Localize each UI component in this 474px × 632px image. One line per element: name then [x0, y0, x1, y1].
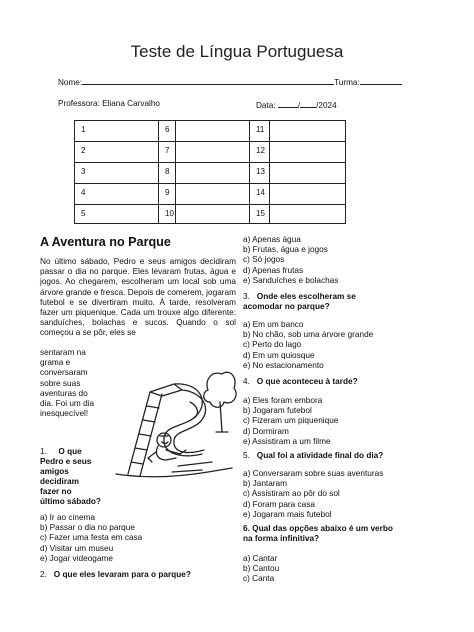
question-6 — [243, 524, 393, 545]
question-6-options — [243, 554, 279, 585]
answer-option[interactable]: b) No chão, sob uma árvore grande — [243, 330, 374, 340]
story-line: aventuras do — [40, 388, 88, 398]
question-text: na forma infinitiva? — [243, 534, 320, 544]
answer-option[interactable]: a) Cantar — [243, 554, 278, 563]
grid-number: 10 — [165, 209, 174, 218]
answer-option[interactable]: d) Em um quiosque — [243, 350, 315, 360]
question-1-options — [40, 513, 142, 564]
question-number: 1. — [40, 447, 47, 456]
grid-number: 13 — [256, 167, 265, 176]
question-1-line: Pedro e seus — [40, 457, 92, 466]
page-title: Teste de Língua Portuguesa — [130, 42, 344, 61]
grid-number: 8 — [165, 167, 170, 176]
grid-number: 14 — [256, 188, 265, 197]
question-4-options — [243, 396, 338, 447]
question-2-options — [243, 235, 338, 286]
story-title: A Aventura no Parque — [40, 235, 171, 249]
answer-option[interactable]: b) Jogaram futebol — [243, 406, 312, 416]
grid-number: 7 — [165, 146, 170, 155]
answer-option[interactable]: a) Conversaram sobre suas aventuras — [243, 469, 384, 478]
date-separator: / — [316, 101, 319, 110]
grid-number: 11 — [256, 125, 265, 134]
story-wrap-text — [40, 348, 120, 419]
question-5 — [243, 451, 383, 461]
story-line: grama e — [40, 358, 71, 368]
answer-option[interactable]: c) Fazer uma festa em casa — [40, 533, 143, 543]
story-line: inesquecível! — [40, 409, 89, 419]
date-year: 2024 — [318, 101, 337, 110]
grid-number: 4 — [81, 188, 86, 197]
grid-number: 2 — [81, 146, 86, 155]
answer-option[interactable]: a) Apenas água — [243, 235, 301, 244]
question-text: Qual foi a atividade final do dia? — [256, 451, 384, 460]
grid-number: 5 — [81, 209, 86, 218]
story-line: dia. Foi um dia — [40, 399, 95, 409]
answer-option[interactable]: c) Canta — [243, 574, 275, 584]
class-label: Turma: — [334, 78, 360, 87]
grid-number: 1 — [81, 125, 86, 134]
answer-option[interactable]: c) Fizeram um piquenique — [243, 416, 339, 426]
question-number: 5. — [243, 451, 250, 460]
answer-option[interactable]: d) Dormiram — [243, 426, 289, 436]
answer-option[interactable]: a) Ir ao cinema — [40, 513, 96, 522]
grid-number: 3 — [81, 167, 86, 176]
name-field[interactable] — [82, 76, 334, 85]
question-text: O que eles levaram para o parque? — [53, 570, 191, 579]
question-1-line: último sábado? — [40, 497, 101, 506]
question-number: 3. — [243, 292, 250, 301]
teacher-label: Professora: Eliana Carvalho — [58, 99, 160, 108]
grid-number: 15 — [256, 209, 265, 218]
question-5-options — [243, 469, 383, 520]
answer-option[interactable]: b) Jantaram — [243, 479, 288, 489]
answer-option[interactable]: d) Foram para casa — [243, 499, 315, 509]
answer-option[interactable]: b) Frutas, água e jogos — [243, 245, 328, 255]
date-day-field[interactable] — [278, 99, 301, 110]
question-4 — [243, 377, 358, 387]
question-1 — [40, 447, 120, 507]
name-row — [58, 76, 402, 87]
question-3 — [243, 292, 356, 313]
answer-option[interactable]: b) Cantou — [243, 564, 280, 574]
grid-number: 6 — [165, 125, 170, 134]
date-separator: / — [297, 101, 301, 110]
question-1-line: O que — [58, 447, 82, 456]
answer-option[interactable]: c) Perto do lago — [243, 340, 302, 350]
answer-option[interactable]: d) Visitar um museu — [40, 543, 114, 553]
question-1-line: amigos — [40, 467, 69, 476]
date-month-field[interactable] — [297, 99, 319, 110]
question-1-line: decidiram — [40, 477, 79, 486]
answer-option[interactable]: e) Jogaram mais futebol — [243, 509, 332, 519]
question-text: O que aconteceu à tarde? — [256, 377, 358, 386]
answer-option[interactable]: e) Assistiram a um filme — [243, 436, 331, 446]
story-line: sentaram na — [40, 348, 86, 357]
question-number: 2. — [40, 570, 47, 579]
playground-slide-illustration — [112, 362, 240, 486]
question-1-line: fazer no — [40, 487, 72, 496]
date-row — [256, 99, 337, 110]
story-paragraph: No último sábado, Pedro e seus amigos decidiram passar o dia no parque. Eles levaram frutas, água e jogos. Ao chegarem, escolheram um local sob uma árvore grande e fresca. Depois de comerem, jogaram futebol e se divertiram muito. À tarde, resolveram fazer um piquenique. Cada um trouxe algo diferente: sanduíches, bolachas e sucos. Quando o sol começou a se pôr, eles se — [40, 257, 236, 338]
question-text: Onde eles escolheram se — [256, 292, 356, 301]
question-3-options — [243, 320, 373, 371]
answer-option[interactable]: a) Em um banco — [243, 320, 304, 329]
answer-grid — [74, 120, 346, 224]
answer-option[interactable]: a) Eles foram embora — [243, 396, 323, 405]
grid-number: 9 — [165, 188, 170, 197]
answer-option[interactable]: d) Apenas frutas — [243, 265, 304, 275]
story-line: sobre suas — [40, 378, 81, 388]
story-line: conversaram — [40, 368, 88, 378]
answer-option[interactable]: e) Jogar videogame — [40, 553, 113, 563]
question-text: acomodar no parque? — [243, 302, 330, 312]
question-text: 6. Qual das opções abaixo é um verbo — [243, 524, 393, 533]
answer-option[interactable]: e) No estacionamento — [243, 360, 324, 370]
answer-option[interactable]: c) Assistiram ao pôr do sol — [243, 489, 340, 499]
class-field[interactable] — [360, 76, 402, 85]
name-label: Nome: — [58, 78, 83, 87]
date-label: Data: — [256, 101, 276, 110]
answer-option[interactable]: b) Passar o dia no parque — [40, 523, 135, 533]
answer-option[interactable]: c) Só jogos — [243, 255, 285, 265]
question-2 — [40, 570, 191, 580]
question-number: 4. — [243, 377, 250, 386]
grid-number: 12 — [256, 146, 265, 155]
answer-option[interactable]: e) Sanduíches e bolachas — [243, 275, 339, 285]
